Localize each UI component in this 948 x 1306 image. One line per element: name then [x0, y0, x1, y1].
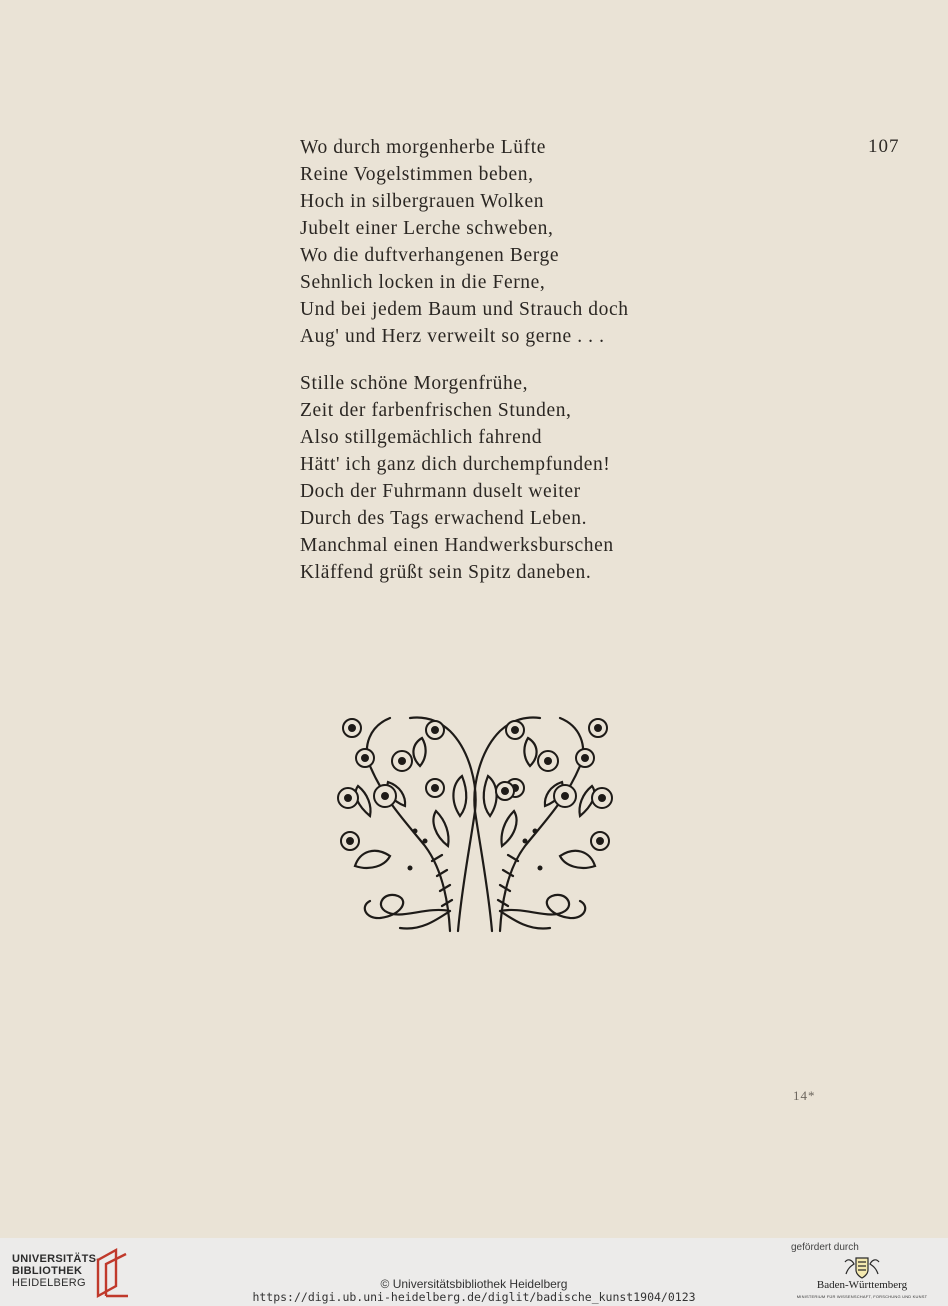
verse-line: Reine Vogelstimmen beben,: [300, 164, 534, 185]
verse-line: Zeit der farbenfrischen Stunden,: [300, 400, 572, 421]
stanza-1: [300, 134, 629, 350]
verse-line: Kläffend grüßt sein Spitz daneben.: [300, 562, 592, 583]
permalink-url[interactable]: https://digi.ub.uni-heidelberg.de/diglit/badische_kunst1904/0123: [252, 1290, 696, 1304]
state-name: Baden-Württemberg: [816, 1279, 908, 1291]
logo-line: UNIVERSITÄTS-: [12, 1253, 101, 1265]
ministry-name: MINISTERIUM FÜR WISSENSCHAFT, FORSCHUNG UND KUNST: [796, 1294, 928, 1299]
page-number: 107: [868, 136, 900, 157]
funded-by-label: gefördert durch: [791, 1242, 859, 1253]
verse-line: Hoch in silbergrauen Wolken: [300, 191, 545, 212]
verse-line: Wo die duftverhangenen Berge: [300, 245, 560, 266]
stanza-2: [300, 370, 614, 586]
verse-line: Doch der Fuhrmann duselt weiter: [300, 481, 581, 502]
verse-line: Also stillgemächlich fahrend: [300, 427, 543, 448]
floral-vignette-icon: [330, 706, 620, 936]
verse-line: Stille schöne Morgenfrühe,: [300, 373, 529, 394]
logo-line: BIBLIOTHEK: [12, 1265, 83, 1277]
logo-line: HEIDELBERG: [12, 1277, 86, 1289]
verse-line: Durch des Tags erwachend Leben.: [300, 508, 588, 529]
verse-line: Hätt' ich ganz dich durchempfunden!: [300, 454, 611, 475]
verse-line: Sehnlich locken in die Ferne,: [300, 272, 546, 293]
verse-line: Manchmal einen Handwerksburschen: [300, 535, 614, 556]
verse-line: Jubelt einer Lerche schweben,: [300, 218, 554, 239]
verse-line: Wo durch morgenherbe Lüfte: [300, 137, 546, 158]
copyright-notice: © Universitätsbibliothek Heidelberg: [380, 1277, 568, 1291]
signature-mark: 14*: [793, 1088, 816, 1103]
verse-line: Aug' und Herz verweilt so gerne . . .: [300, 326, 605, 347]
baden-wuerttemberg-crest-icon: [842, 1254, 882, 1280]
verse-line: Und bei jedem Baum und Strauch doch: [300, 299, 629, 320]
